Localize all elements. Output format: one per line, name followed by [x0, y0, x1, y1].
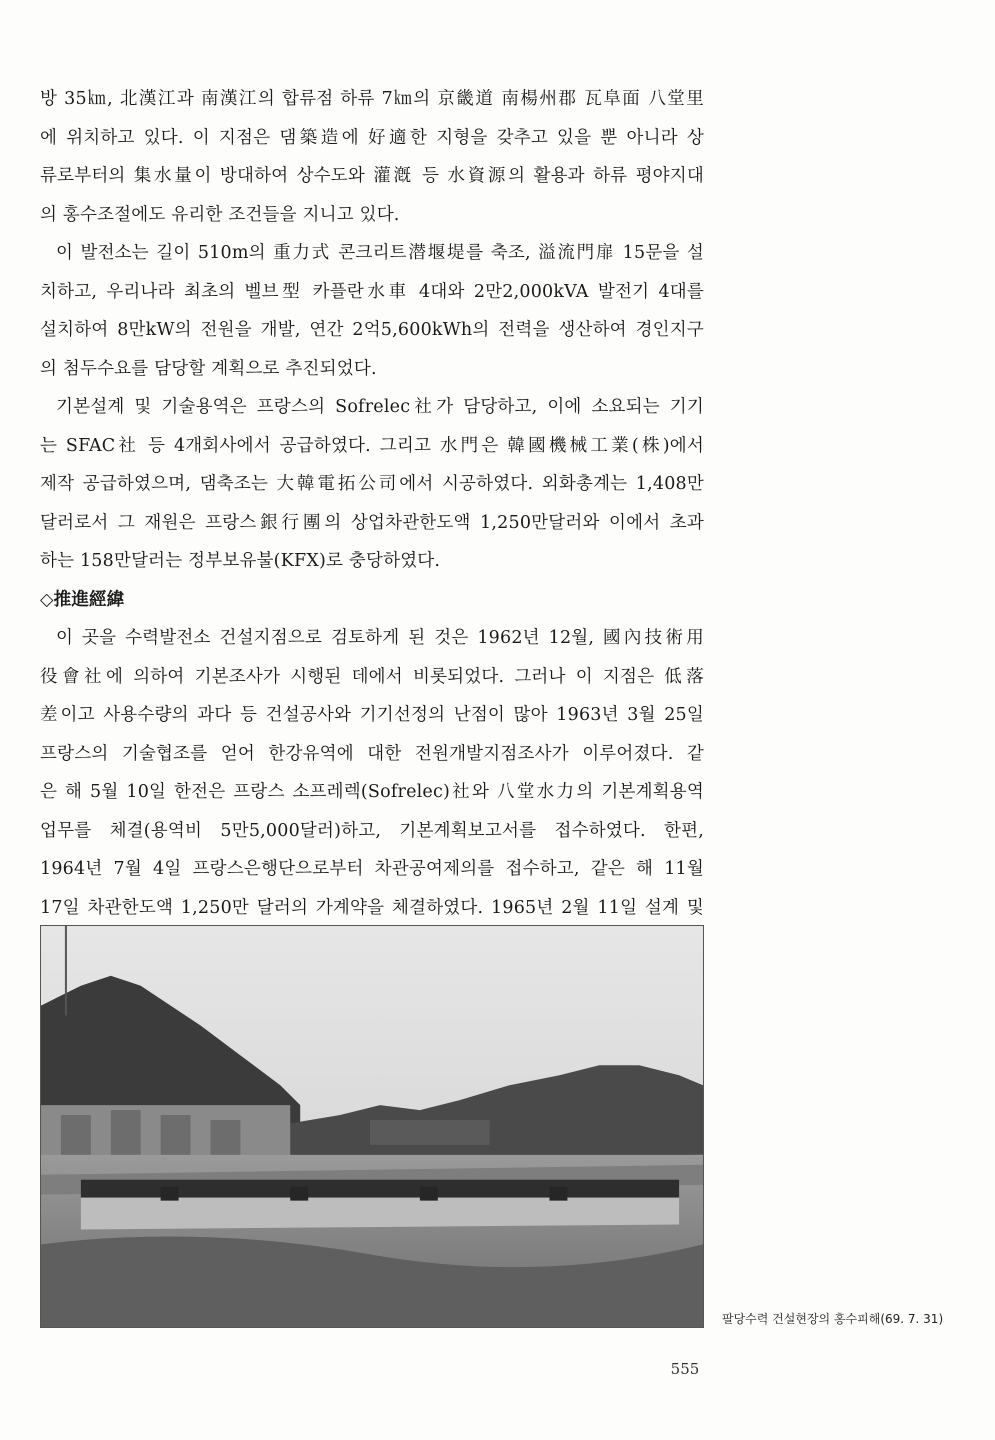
page-number: 555 — [670, 1360, 700, 1378]
text-line: 17일 차관한도액 1,250만 달러의 가계약을 체결하였다. 1965년 2월 11일 설계 및 — [40, 897, 704, 918]
section-heading: ◇推進經緯 — [40, 589, 125, 610]
text-line: 류로부터의 集水量이 방대하여 상수도와 灌漑 등 水資源의 활용과 하류 평야지대 — [40, 166, 704, 186]
text-line: 달러로서 그 재원은 프랑스銀行團의 상업차관한도액 1,250만달러와 이에서 초과 — [40, 512, 704, 533]
construction-site — [370, 1120, 490, 1145]
text-line: 의 첨두수요를 담당할 계획으로 추진되었다. — [40, 358, 377, 379]
text-line: 방 35㎞, 北漢江과 南漢江의 합류점 하류 7㎞의 京畿道 南楊州郡 瓦阜面 八堂里 — [40, 89, 704, 109]
block — [161, 1187, 179, 1201]
text-line: 설치하여 8만kW의 전원을 개발, 연간 2억5,600kWh의 전력을 생산하여 경인지구 — [40, 320, 704, 340]
text-line: 기본설계 및 기술용역은 프랑스의 Sofrelec社가 담당하고, 이에 소요되는 기기 — [56, 397, 704, 417]
text-line: 제작 공급하였으며, 댐축조는 大韓電拓公司에서 시공하였다. 외화총계는 1,408만 — [40, 474, 704, 494]
flood-damage-photo — [40, 925, 704, 1328]
text-line: 프랑스의 기술협조를 얻어 한강유역에 대한 전원개발지점조사가 이루어졌다. 같 — [40, 743, 704, 764]
spilling-water — [81, 1198, 679, 1230]
text-line: 의 홍수조절에도 유리한 조건들을 지니고 있다. — [40, 204, 400, 225]
block — [549, 1187, 567, 1201]
text-line: 役會社에 의하여 기본조사가 시행된 데에서 비롯되었다. 그러나 이 지점은 低落 — [40, 666, 704, 687]
block — [420, 1187, 438, 1201]
text-line: 差이고 사용수량의 과다 등 건설공사와 기기선정의 난점이 많아 1963년 3월 25일 — [40, 705, 704, 725]
text-line: 이 곳을 수력발전소 건설지점으로 검토하게 된 것은 1962년 12월, 國內技術用 — [56, 628, 704, 648]
text-line: 업무를 체결(용역비 5만5,000달러)하고, 기본계획보고서를 접수하였다. 한편, — [40, 820, 704, 841]
text-line: 는 SFAC社 등 4개회사에서 공급하였다. 그리고 水門은 韓國機械工業(株)에서 — [40, 435, 704, 456]
block — [290, 1187, 308, 1201]
text-line: 이 발전소는 길이 510m의 重力式 콘크리트潜堰堤를 축조, 溢流門扉 15문을 설 — [56, 243, 704, 263]
text-line: 에 위치하고 있다. 이 지점은 댐築造에 好適한 지형을 갖추고 있을 뿐 아니라 상 — [40, 127, 704, 148]
text-line: 치하고, 우리나라 최초의 벨브型 카플란水車 4대와 2만2,000kVA 발전기 4대를 — [40, 281, 704, 302]
text-line: 하는 158만달러는 정부보유불(KFX)로 충당하였다. — [40, 551, 441, 571]
photo-illustration — [41, 926, 703, 1327]
text-line: 1964년 7월 4일 프랑스은행단으로부터 차관공여제의를 접수하고, 같은 해 11월 — [40, 859, 704, 879]
text-line: 은 해 5월 10일 한전은 프랑스 소프레렉(Sofrelec)社와 八堂水力의 기본계획용역 — [40, 782, 704, 802]
body-text — [40, 80, 704, 966]
photo-caption: 팔당수력 건설현장의 홍수피해(69. 7. 31) — [722, 1312, 944, 1326]
